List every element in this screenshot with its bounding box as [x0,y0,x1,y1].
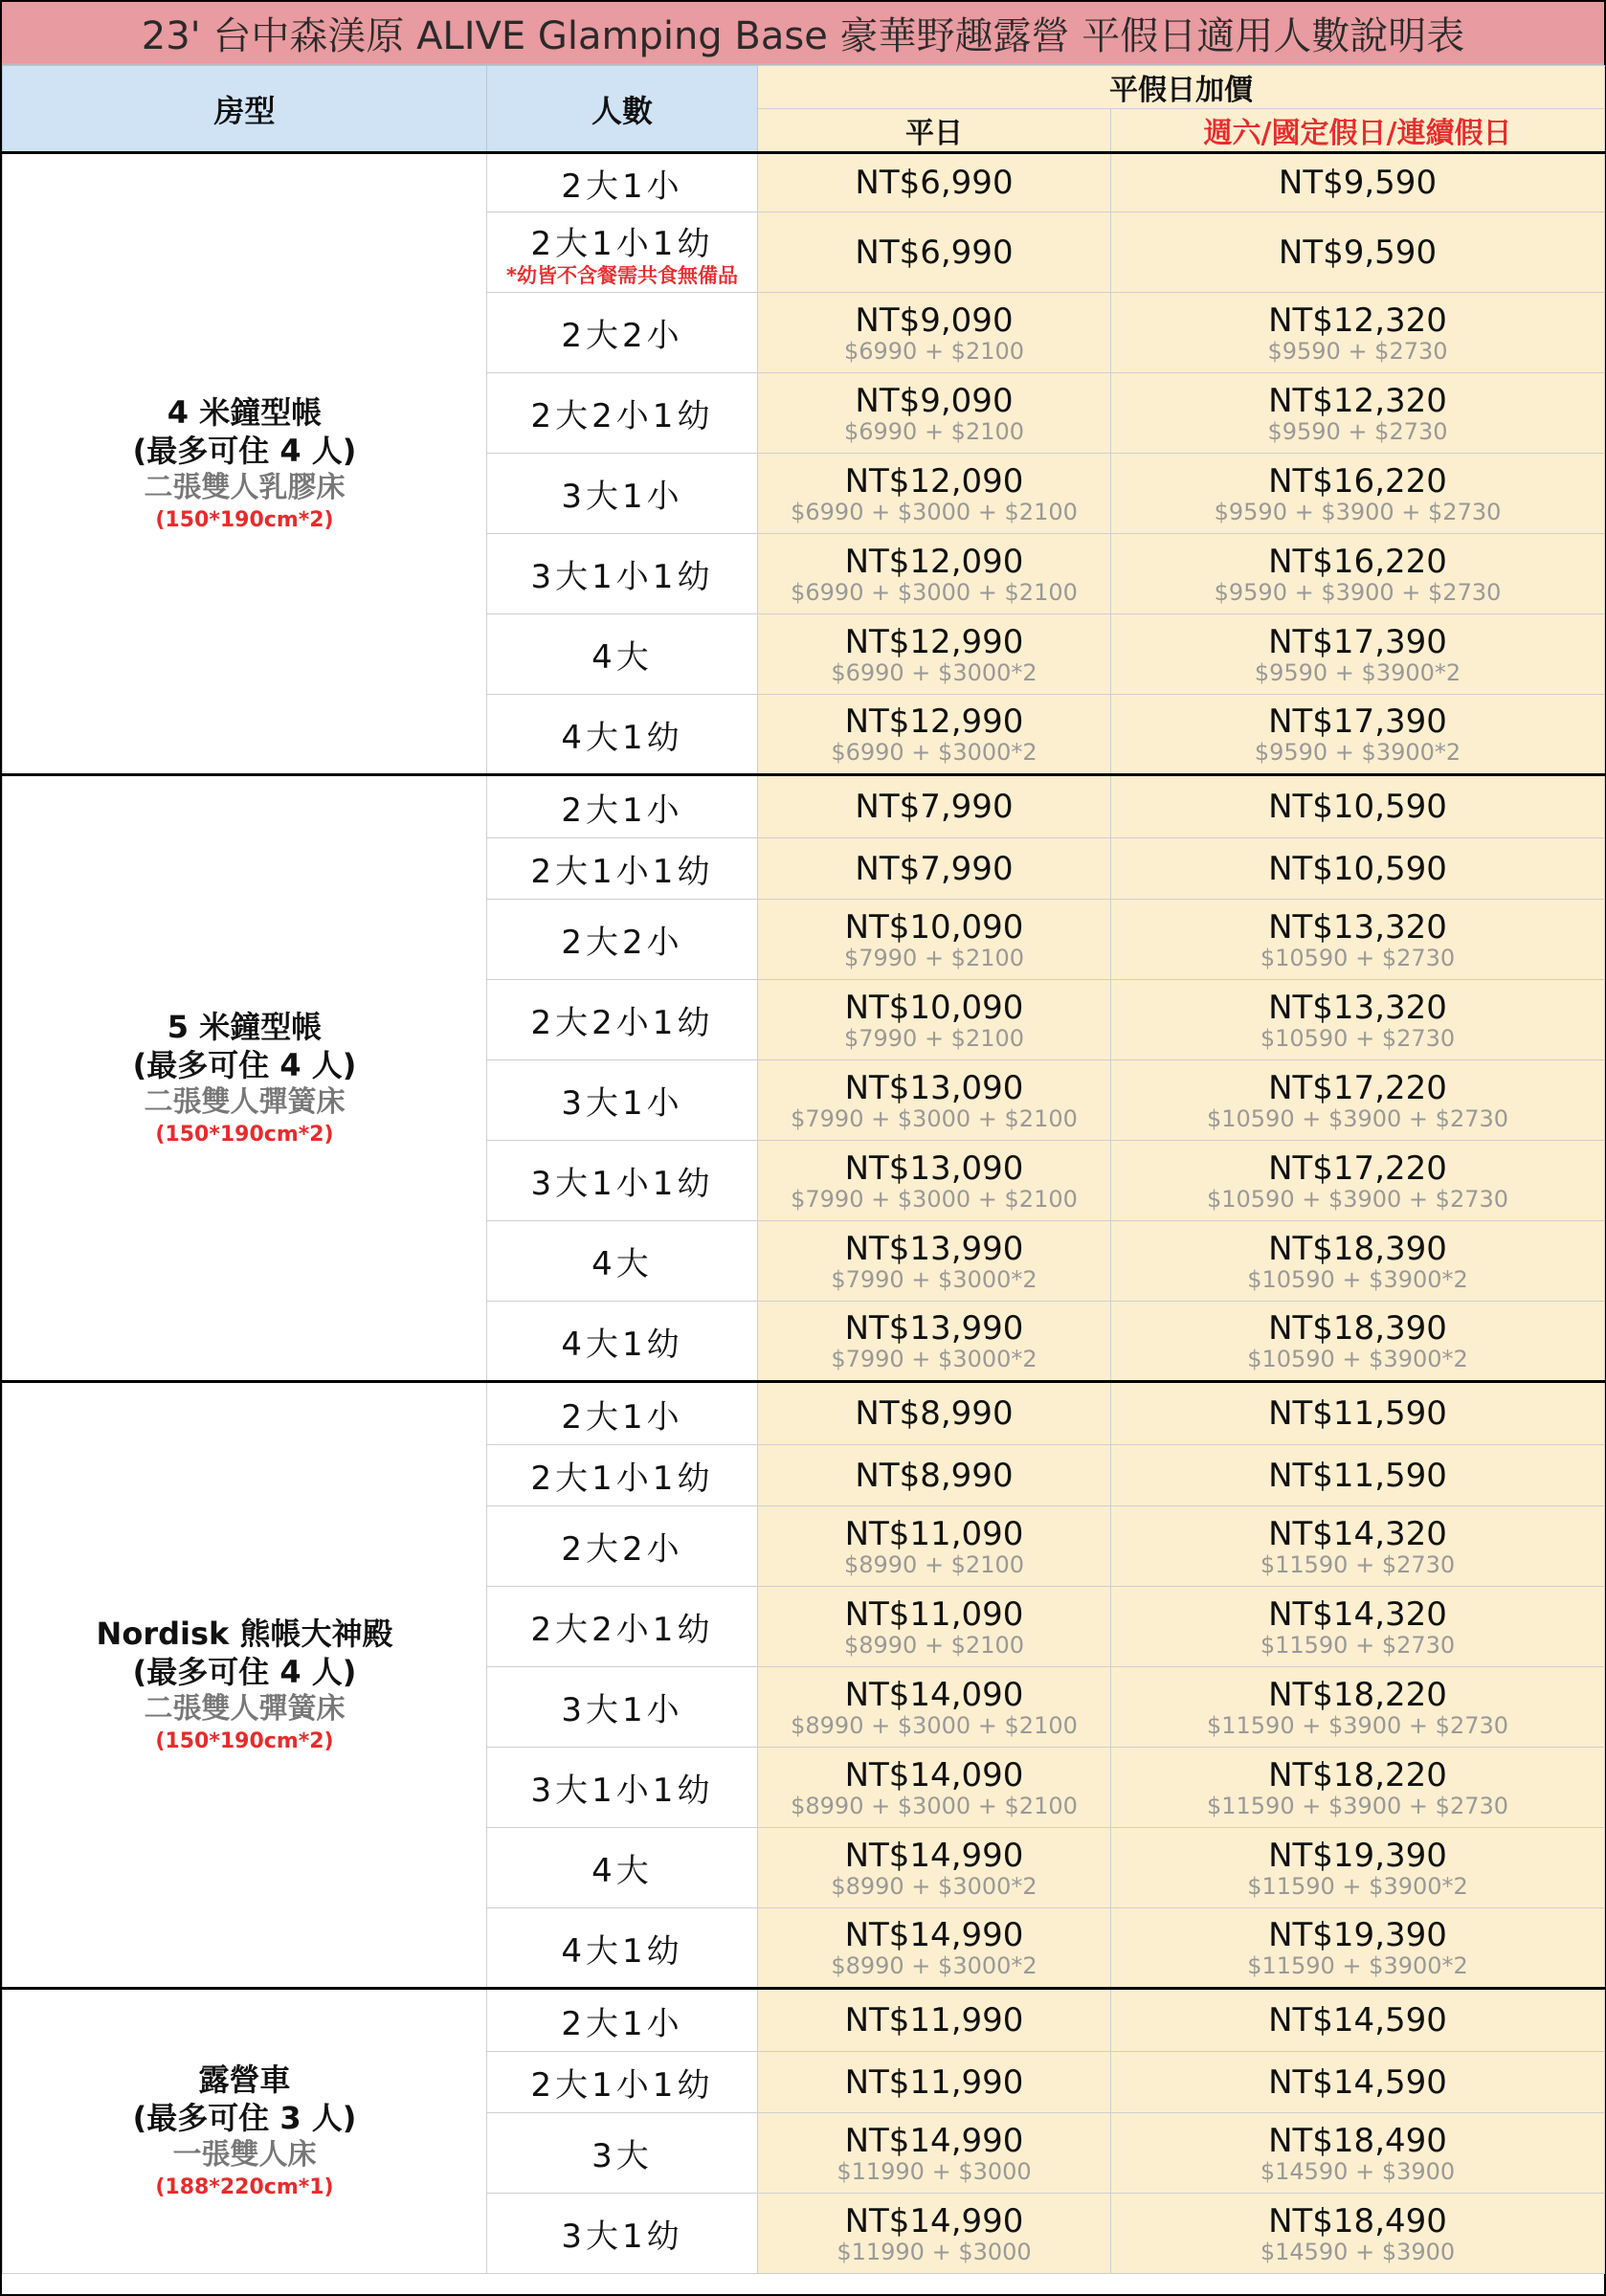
weekday-price-breakdown: $7990 + $3000 + $2100 [791,1104,1078,1132]
holiday-price: NT$13,320 [1268,907,1447,947]
people-cell [487,1060,758,1141]
people-count: 2大1小1幼 [530,853,714,891]
people-cell [487,153,758,212]
holiday-price-cell [1111,212,1605,293]
weekday-price-breakdown: $7990 + $2100 [843,1024,1025,1052]
weekday-price-cell [758,1221,1111,1302]
weekday-price-breakdown: $8990 + $3000*2 [831,1872,1037,1900]
infant-note: *幼皆不含餐需共食無備品 [506,264,738,287]
weekday-price-breakdown: $8990 + $2100 [843,1631,1025,1659]
people-count: 3大1小 [561,478,683,516]
holiday-price-cell [1111,775,1605,838]
people-cell [487,2052,758,2113]
holiday-price-breakdown: $11590 + $3900*2 [1247,1872,1468,1900]
holiday-price-cell [1111,1221,1605,1302]
holiday-price: NT$14,590 [1268,2001,1447,2040]
weekday-price-breakdown: $8990 + $3000*2 [831,1952,1037,1979]
holiday-price: NT$10,590 [1268,849,1447,888]
weekday-price-cell [758,2052,1111,2113]
weekday-price: NT$6,990 [855,233,1014,272]
people-cell [487,1302,758,1382]
weekday-price: NT$9,090 [855,301,1014,340]
weekday-price: NT$12,090 [844,461,1024,501]
holiday-price-breakdown: $10590 + $3900 + $2730 [1206,1104,1509,1132]
people-count: 2大1小 [561,2004,683,2043]
holiday-price-cell [1111,838,1605,900]
holiday-price: NT$14,320 [1268,1594,1447,1634]
holiday-price-cell [1111,153,1605,212]
holiday-price-breakdown: $11590 + $3900*2 [1247,1952,1468,1979]
holiday-price-cell [1111,1506,1605,1587]
holiday-price-breakdown: $9590 + $2730 [1267,417,1448,445]
holiday-price: NT$16,220 [1268,542,1447,581]
people-cell [487,980,758,1060]
header-holiday: 週六/國定假日/連續假日 [1111,109,1605,153]
weekday-price-cell [758,695,1111,775]
holiday-price-breakdown: $10590 + $3900*2 [1247,1346,1468,1372]
room-bed: 二張雙人彈簧床 [144,1691,346,1726]
holiday-price-cell [1111,614,1605,695]
weekday-price-breakdown: $11990 + $3000 [836,2157,1032,2185]
holiday-price: NT$17,220 [1268,1148,1447,1188]
holiday-price: NT$12,320 [1268,381,1447,420]
room-capacity: (最多可住 4 人) [132,1046,357,1083]
holiday-price-breakdown: $11590 + $3900 + $2730 [1206,1792,1509,1819]
weekday-price-cell [758,373,1111,454]
people-cell [487,1506,758,1587]
holiday-price-breakdown: $9590 + $3900*2 [1254,658,1461,686]
weekday-price-breakdown: $8990 + $3000 + $2100 [791,1792,1078,1819]
weekday-price-cell [758,1587,1111,1667]
holiday-price-cell [1111,534,1605,614]
weekday-price: NT$14,990 [844,1916,1024,1954]
holiday-price: NT$18,490 [1268,2121,1447,2160]
weekday-price-cell [758,900,1111,980]
people-cell [487,534,758,614]
weekday-price: NT$8,990 [855,1456,1014,1495]
holiday-price-cell [1111,980,1605,1060]
room-bed-size: (150*190cm*2) [155,507,334,532]
weekday-price: NT$13,090 [844,1068,1024,1107]
people-count: 3大1幼 [561,2218,683,2256]
people-cell [487,373,758,454]
table-row [3,1989,1605,2052]
people-count: 4大1幼 [561,1325,683,1364]
weekday-price-cell [758,838,1111,900]
holiday-price-cell [1111,1445,1605,1506]
weekday-price-cell [758,2194,1111,2274]
holiday-price-cell [1111,1989,1605,2052]
weekday-price: NT$13,090 [844,1148,1024,1188]
weekday-price-cell [758,614,1111,695]
people-count: 2大1小 [561,791,683,830]
room-name: 露營車 [198,2062,291,2098]
people-count: 2大2小 [561,317,683,355]
people-cell [487,1221,758,1302]
people-count: 3大1小 [561,1691,683,1729]
weekday-price-breakdown: $11990 + $3000 [836,2238,1032,2265]
people-cell [487,1382,758,1445]
people-cell [487,775,758,838]
page-title: 23' 台中森渼原 ALIVE Glamping Base 豪華野趣露營 平假日適用人數說明表 [2,2,1604,65]
room-type-cell [3,775,487,1382]
holiday-price-breakdown: $11590 + $2730 [1260,1550,1456,1578]
weekday-price-cell [758,980,1111,1060]
holiday-price-breakdown: $9590 + $2730 [1267,337,1448,365]
people-cell [487,695,758,775]
holiday-price-cell [1111,2194,1605,2274]
holiday-price: NT$10,590 [1268,788,1447,826]
people-count: 3大1小1幼 [530,1165,714,1203]
room-name: Nordisk 熊帳大神殿 [96,1615,393,1652]
weekday-price-breakdown: $6990 + $3000*2 [831,739,1037,766]
holiday-price-breakdown: $10590 + $3900 + $2730 [1206,1185,1509,1213]
holiday-price: NT$11,590 [1268,1394,1447,1433]
people-count: 4大 [591,1852,653,1890]
weekday-price-breakdown: $6990 + $3000 + $2100 [791,498,1078,525]
weekday-price: NT$12,990 [844,702,1024,741]
holiday-price: NT$11,590 [1268,1456,1447,1495]
weekday-price-cell [758,775,1111,838]
weekday-price-cell [758,1667,1111,1748]
weekday-price: NT$14,090 [844,1755,1024,1794]
holiday-price: NT$9,590 [1278,164,1438,202]
people-cell [487,1141,758,1221]
weekday-price: NT$9,090 [855,381,1014,420]
weekday-price: NT$7,990 [855,788,1014,826]
weekday-price: NT$14,990 [844,1836,1024,1875]
weekday-price-cell [758,1506,1111,1587]
holiday-price-breakdown: $10590 + $3900*2 [1247,1265,1468,1293]
holiday-price-cell [1111,2113,1605,2194]
weekday-price-breakdown: $7990 + $3000*2 [831,1265,1037,1293]
holiday-price: NT$18,490 [1268,2201,1447,2240]
weekday-price: NT$6,990 [855,164,1014,202]
room-type-cell [3,1382,487,1989]
weekday-price: NT$12,090 [844,542,1024,581]
people-count: 2大2小1幼 [530,397,714,435]
price-table [2,65,1605,2274]
room-bed-size: (188*220cm*1) [155,2175,334,2199]
holiday-price-cell [1111,695,1605,775]
room-name: 4 米鐘型帳 [167,393,323,431]
people-cell [487,1908,758,1989]
holiday-price: NT$18,390 [1268,1309,1447,1348]
weekday-price: NT$10,090 [844,907,1024,947]
weekday-price-breakdown: $6990 + $2100 [843,417,1025,445]
weekday-price-breakdown: $7990 + $2100 [843,944,1025,971]
people-cell [487,900,758,980]
holiday-price: NT$17,390 [1268,622,1447,661]
holiday-price: NT$16,220 [1268,461,1447,501]
people-count: 3大1小1幼 [530,1772,714,1810]
weekday-price: NT$14,990 [844,2201,1024,2240]
weekday-price-cell [758,1989,1111,2052]
weekday-price-cell [758,1382,1111,1445]
holiday-price: NT$9,590 [1278,233,1438,272]
holiday-price-cell [1111,454,1605,534]
holiday-price-cell [1111,1667,1605,1748]
weekday-price: NT$11,090 [844,1514,1024,1553]
holiday-price-breakdown: $14590 + $3900 [1260,2238,1456,2265]
people-cell [487,1989,758,2052]
weekday-price-breakdown: $6990 + $3000 + $2100 [791,578,1078,606]
holiday-price-cell [1111,1060,1605,1141]
weekday-price-cell [758,1141,1111,1221]
weekday-price: NT$11,090 [844,1594,1024,1634]
weekday-price: NT$11,990 [844,2001,1024,2040]
holiday-price-cell [1111,900,1605,980]
room-capacity: (最多可住 4 人) [132,1653,357,1690]
holiday-price-cell [1111,1748,1605,1828]
holiday-price-cell [1111,1382,1605,1445]
holiday-price-cell [1111,1828,1605,1908]
weekday-price-cell [758,1445,1111,1506]
people-cell [487,1667,758,1748]
holiday-price: NT$18,220 [1268,1755,1447,1794]
people-cell [487,1828,758,1908]
holiday-price-breakdown: $11590 + $3900 + $2730 [1206,1711,1509,1739]
holiday-price: NT$14,590 [1268,2062,1447,2102]
weekday-price: NT$11,990 [844,2062,1024,2102]
weekday-price-cell [758,212,1111,293]
weekday-price-cell [758,1748,1111,1828]
holiday-price: NT$17,390 [1268,702,1447,741]
weekday-price-cell [758,534,1111,614]
people-count: 2大1小 [561,1397,683,1437]
price-table-body [3,153,1605,2274]
table-row [3,1382,1605,1445]
room-type-cell [3,153,487,775]
weekday-price: NT$13,990 [844,1229,1024,1268]
weekday-price-cell [758,153,1111,212]
weekday-price-cell [758,2113,1111,2194]
weekday-price-cell [758,293,1111,373]
holiday-price: NT$19,390 [1268,1916,1447,1954]
people-count: 2大2小1幼 [530,1611,714,1649]
holiday-price-cell [1111,1302,1605,1382]
holiday-price: NT$12,320 [1268,301,1447,340]
holiday-price: NT$19,390 [1268,1836,1447,1875]
people-count: 4大1幼 [561,718,683,757]
people-count: 2大2小1幼 [530,1004,714,1042]
holiday-price-breakdown: $10590 + $2730 [1260,944,1456,971]
holiday-price-breakdown: $9590 + $3900*2 [1254,739,1461,766]
weekday-price: NT$13,990 [844,1309,1024,1348]
holiday-price: NT$13,320 [1268,988,1447,1027]
weekday-price-breakdown: $6990 + $2100 [843,337,1025,365]
people-count: 4大1幼 [561,1931,683,1971]
header-price-group: 平假日加價 [758,66,1605,109]
people-cell [487,2194,758,2274]
weekday-price-breakdown: $8990 + $3000 + $2100 [791,1711,1078,1739]
people-count: 2大1小1幼 [530,225,714,263]
weekday-price-cell [758,1060,1111,1141]
people-cell [487,614,758,695]
header-people: 人數 [487,66,758,153]
people-cell [487,2113,758,2194]
holiday-price-cell [1111,2052,1605,2113]
people-cell [487,838,758,900]
holiday-price-cell [1111,1908,1605,1989]
people-cell [487,454,758,534]
weekday-price-breakdown: $8990 + $2100 [843,1550,1025,1578]
people-count: 2大1小1幼 [530,1460,714,1498]
weekday-price-cell [758,1828,1111,1908]
holiday-price-cell [1111,1141,1605,1221]
weekday-price-breakdown: $7990 + $3000*2 [831,1346,1037,1372]
people-cell [487,293,758,373]
room-bed-size: (150*190cm*2) [155,1728,334,1753]
holiday-price-breakdown: $11590 + $2730 [1260,1631,1456,1659]
holiday-price-cell [1111,373,1605,454]
weekday-price-cell [758,1302,1111,1382]
holiday-price: NT$14,320 [1268,1514,1447,1553]
holiday-price: NT$18,390 [1268,1229,1447,1268]
holiday-price-breakdown: $9590 + $3900 + $2730 [1214,498,1502,525]
room-bed: 二張雙人乳膠床 [144,470,346,504]
weekday-price: NT$14,090 [844,1675,1024,1714]
holiday-price-cell [1111,293,1605,373]
holiday-price-breakdown: $10590 + $2730 [1260,1024,1456,1052]
holiday-price-breakdown: $14590 + $3900 [1260,2157,1456,2185]
people-cell [487,1445,758,1506]
holiday-price-cell [1111,1587,1605,1667]
people-count: 2大2小 [561,1530,683,1569]
room-bed: 二張雙人彈簧床 [144,1084,346,1119]
people-cell [487,1587,758,1667]
people-count: 3大1小 [561,1084,683,1123]
people-cell [487,212,758,293]
weekday-price-breakdown: $7990 + $3000 + $2100 [791,1185,1078,1213]
people-count: 3大1小1幼 [530,558,714,596]
people-count: 4大 [591,638,653,677]
table-row [3,153,1605,212]
room-name: 5 米鐘型帳 [167,1008,323,1045]
holiday-price-breakdown: $9590 + $3900 + $2730 [1214,578,1502,606]
people-cell [487,1748,758,1828]
room-type-cell [3,1989,487,2274]
weekday-price: NT$14,990 [844,2121,1024,2160]
weekday-price-breakdown: $6990 + $3000*2 [831,658,1037,686]
people-count: 2大1小 [561,167,683,206]
people-count: 2大1小1幼 [530,2066,714,2105]
room-bed: 一張雙人床 [172,2138,317,2172]
table-row [3,775,1605,838]
people-count: 4大 [591,1245,653,1283]
weekday-price: NT$7,990 [855,849,1014,888]
holiday-price: NT$18,220 [1268,1675,1447,1714]
room-capacity: (最多可住 4 人) [132,432,357,469]
weekday-price-cell [758,454,1111,534]
room-bed-size: (150*190cm*2) [155,1122,334,1147]
people-count: 3大 [591,2137,653,2175]
people-count: 2大2小 [561,924,683,962]
weekday-price-cell [758,1908,1111,1989]
header-weekday: 平日 [758,109,1111,153]
weekday-price: NT$8,990 [855,1394,1014,1433]
weekday-price: NT$12,990 [844,622,1024,661]
header-room-type: 房型 [3,66,487,153]
weekday-price: NT$10,090 [844,988,1024,1027]
holiday-price: NT$17,220 [1268,1068,1447,1107]
room-capacity: (最多可住 3 人) [132,2100,357,2136]
